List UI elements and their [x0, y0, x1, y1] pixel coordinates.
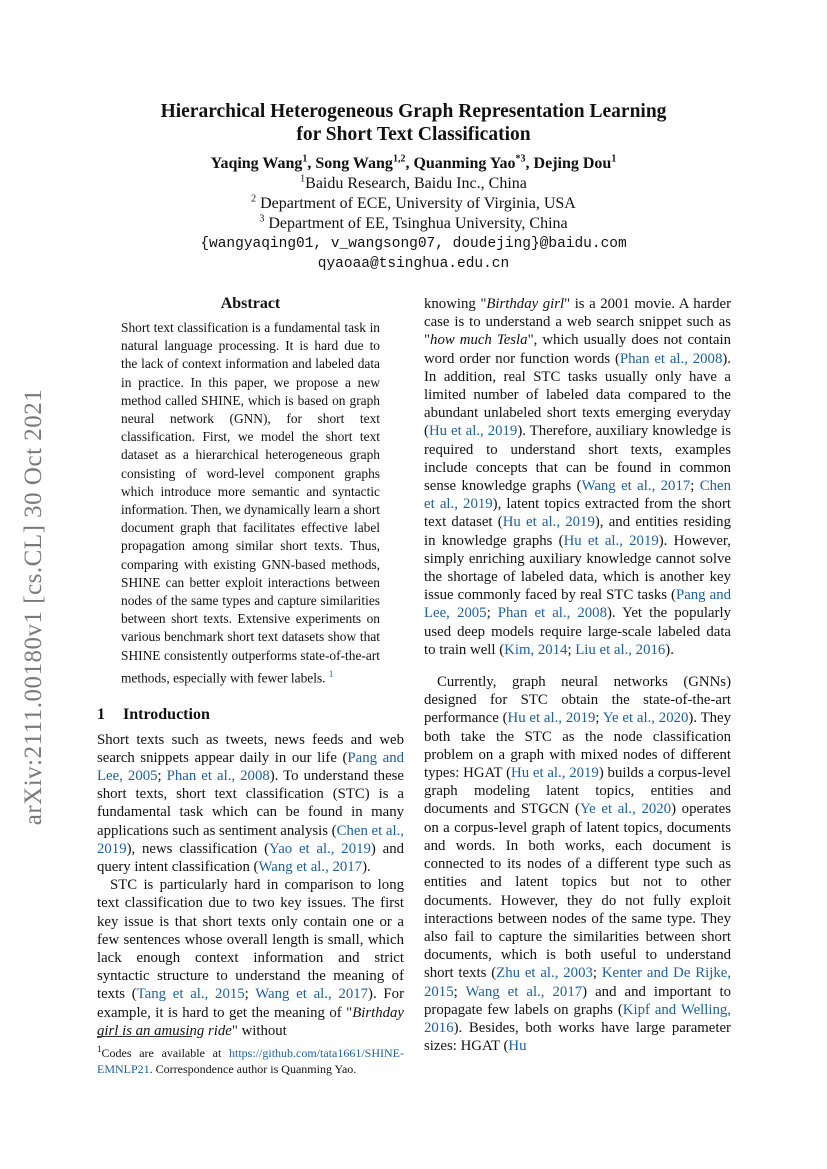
footnote-rule [97, 1036, 192, 1037]
citation-link[interactable]: Phan et al., 2008 [619, 350, 723, 367]
citation-link[interactable]: Hu et al., 2019 [563, 532, 659, 549]
citation-link[interactable]: Hu et al., 2019 [502, 514, 595, 531]
intro-paragraph-1 [97, 731, 404, 877]
citation-link[interactable]: Pang and Lee, 2005 [97, 749, 404, 784]
text-span: ; [157, 767, 167, 784]
paper-title [100, 100, 727, 146]
author-4: Dejing Dou [533, 155, 612, 172]
citation-link[interactable]: Wang et al., 2017 [581, 478, 691, 495]
aff2-text: Department of ECE, University of Virginia, USA [260, 195, 576, 212]
citation-link[interactable]: Hu et al., 2019 [507, 710, 596, 727]
footnote [97, 1042, 404, 1077]
citation-link[interactable]: Hu et al., 2019 [511, 765, 599, 782]
text-span: ), latent topics extracted from the short text dataset ( [424, 496, 731, 531]
affiliation-2 [100, 194, 727, 214]
text-span: ; [592, 965, 602, 982]
citation-link[interactable]: Yao et al., 2019 [269, 840, 371, 857]
text-span: Codes are available at [101, 1046, 230, 1060]
author-1: Yaqing Wang [210, 155, 303, 172]
left-column [97, 295, 404, 1040]
text-span: " is a 2001 movie. A harder case is to understand a web search snippet such as " [424, 296, 731, 349]
citation-link[interactable]: Wang et al., 2017 [255, 986, 369, 1003]
author-1-sup: 1 [302, 153, 308, 165]
text-span: ) operates on a corpus-level graph of latent topics, documents and words. In both works, each document is connected to its nodes of a different type such as entities and latent topics but not to other documents. However, they do not fully exploit interactions between nodes of the same type. They also fail to capture the similarities between short documents, which is both useful to understand short texts ( [424, 801, 731, 982]
citation-link[interactable]: Kenter and De Rijke, 2015 [424, 965, 731, 1000]
text-span: ; [453, 983, 466, 1000]
intro-paragraph-2-cont [424, 295, 731, 659]
text-span: ). In addition, real STC tasks usually only have a limited number of labeled data compared to the abundant unlabeled short texts emerging everyday ( [424, 350, 731, 440]
author-2: Song Wang [315, 155, 393, 172]
arxiv-stamp [20, 362, 48, 852]
section-title: Introduction [123, 705, 210, 723]
section-number: 1 [97, 705, 105, 723]
right-column [424, 295, 731, 1055]
text-span: ). [665, 641, 674, 658]
citation-link[interactable]: Wang et al., 2017 [465, 983, 583, 1000]
citation-link[interactable]: Kipf and Welling, 2016 [424, 1001, 732, 1036]
text-span: ) and and important to propagate few labels on graphs ( [424, 983, 732, 1018]
author-4-sup: 1 [611, 153, 617, 165]
text-span: ) and query intent classification ( [97, 840, 404, 875]
aff3-sup: 3 [259, 213, 265, 225]
affiliation-3 [100, 214, 727, 234]
text-span: ). However, simply enriching auxiliary knowledge cannot solve the shortage of labeled data, which is another key issue commonly faced by real STC tasks ( [424, 532, 731, 604]
citation-link[interactable]: Hu [508, 1038, 527, 1055]
title-line-2: for Short Text Classification [296, 124, 531, 145]
title-line-1: Hierarchical Heterogeneous Graph Representation Learning [160, 101, 667, 122]
text-span: ; [244, 986, 256, 1003]
intro-paragraph-3 [424, 673, 731, 1055]
text-span: ; [486, 605, 498, 622]
text-span: ). [362, 858, 371, 875]
affiliation-1 [100, 174, 727, 194]
abstract-footnote-mark[interactable]: 1 [328, 668, 334, 679]
aff3-text: Department of EE, Tsinghua University, China [268, 215, 568, 232]
citation-link[interactable]: Kim, 2014 [504, 641, 568, 658]
section-heading-introduction [97, 706, 404, 724]
citation-link[interactable]: Hu et al., 2019 [428, 423, 518, 440]
citation-link[interactable]: Chen et al., 2019 [424, 478, 732, 513]
emphasis: Birthday girl is an amusing ride [97, 1004, 404, 1039]
aff1-sup: 1 [300, 173, 306, 185]
text-span: Currently, graph neural networks (GNNs) designed for STC obtain the state-of-the-art performance ( [424, 674, 731, 727]
text-span: ). For example, it is hard to get the meaning of " [97, 986, 404, 1021]
abstract-heading: Abstract [220, 295, 281, 312]
aff2-sup: 2 [251, 193, 257, 205]
text-span: . Correspondence author is Quanming Yao. [149, 1061, 357, 1076]
author-names: Yaqing Wang$^1$, Song Wang$^{1,2}$, Quanming Yao$^{*3}$, Dejing Dou$^1$ [210, 153, 617, 172]
text-span: ; [567, 641, 576, 658]
text-span: ; [595, 710, 603, 727]
text-span: ). Therefore, auxiliary knowledge is required to understand short texts, examples include concepts that can be found in common sense knowledge graphs ( [424, 423, 731, 495]
text-span: ). To understand these short texts, short text classification (STC) is a fundamental task which can be found in many applications such as sentiment analysis ( [97, 767, 404, 839]
citation-link[interactable]: Wang et al., 2017 [258, 858, 363, 875]
email-line-2: qyaoaa@tsinghua.edu.cn [317, 256, 510, 272]
emphasis: Birthday girl [486, 296, 565, 312]
citation-link[interactable]: Pang and Lee, 2005 [424, 587, 731, 622]
citation-link[interactable]: Liu et al., 2016 [575, 641, 666, 658]
abstract-body: Short text classification is a fundamental task in natural language processing. It is hard due to the lack of context information and labeled data in practice. In this paper, we propose a new method called SHINE, which is based on graph neural network (GNN), for short text classification. First, we model the short text dataset as a hierarchical heterogeneous graph consisting of word-level component graphs which introduce more semantic and syntactic information. Then, we dynamically learn a short document graph that facilitates effective label propagation among similar short texts. Thus, comparing with existing GNN-based methods, SHINE can better exploit interactions between nodes of the same types and capture similarities between short texts. Extensive experiments on various benchmark short text datasets show that SHINE consistently outperforms state-of-the-art methods, especially with fewer labels. [121, 320, 380, 686]
author-3: Quanming Yao [413, 155, 516, 172]
emphasis: how much Tesla [430, 332, 528, 349]
arxiv-id[interactable]: arXiv:2111.00180v1 [cs.CL] 30 Oct 2021 [20, 388, 47, 826]
intro-paragraph-2 [97, 876, 404, 1040]
text-span: " without [231, 1022, 287, 1039]
text-span: ). Besides, both works have large parameter sizes: HGAT ( [424, 1019, 731, 1055]
citation-link[interactable]: Ye et al., 2020 [579, 801, 672, 818]
text-span: ). They both take the STC as the node classification problem on a graph with mixed nodes of different types: HGAT ( [424, 710, 731, 782]
aff1-text: Baidu Research, Baidu Inc., China [305, 175, 527, 192]
text-span: ", which usually does not contain word order nor function words ( [424, 332, 731, 367]
author-2-sup: 1,2 [392, 153, 406, 165]
author-3-sup: *3 [515, 153, 526, 165]
citation-link[interactable]: Phan et al., 2008 [166, 767, 270, 784]
citation-link[interactable]: Phan et al., 2008 [497, 605, 607, 622]
footnote-mark: 1 [97, 1044, 102, 1054]
author-block [100, 154, 727, 274]
citation-link[interactable]: Chen et al., 2019 [97, 822, 405, 857]
citation-link[interactable]: Ye et al., 2020 [602, 710, 689, 727]
text-span: ). Yet the popularly used deep models require large-scale labeled data to train well ( [424, 605, 731, 658]
code-url-link[interactable]: https://github.com/tata1661/SHINE-EMNLP21 [97, 1046, 404, 1076]
citation-link[interactable]: Zhu et al., 2003 [496, 965, 593, 982]
abstract-text [121, 319, 380, 688]
text-span: ), and entities residing in knowledge graphs ( [424, 514, 731, 549]
citation-link[interactable]: Tang et al., 2015 [136, 986, 245, 1003]
text-span: ) builds a corpus-level graph modeling latent topics, entities and documents and STGCN ( [424, 765, 731, 818]
text-span: ), news classification ( [126, 840, 269, 857]
text-span: Short texts such as tweets, news feeds and web search snippets appear daily in our life ( [97, 731, 404, 766]
text-span: ; [690, 478, 700, 495]
text-span: knowing " [424, 296, 487, 312]
email-line-1: {wangyaqing01, v_wangsong07, doudejing}@baidu.com [200, 236, 627, 252]
text-span: STC is particularly hard in comparison to long text classification due to two key issues. The first key issue is that short texts only contain one or a few sentences whose overall length is small, which lack enough context information and strict syntactic structure to understand the meaning of texts ( [97, 877, 404, 1003]
